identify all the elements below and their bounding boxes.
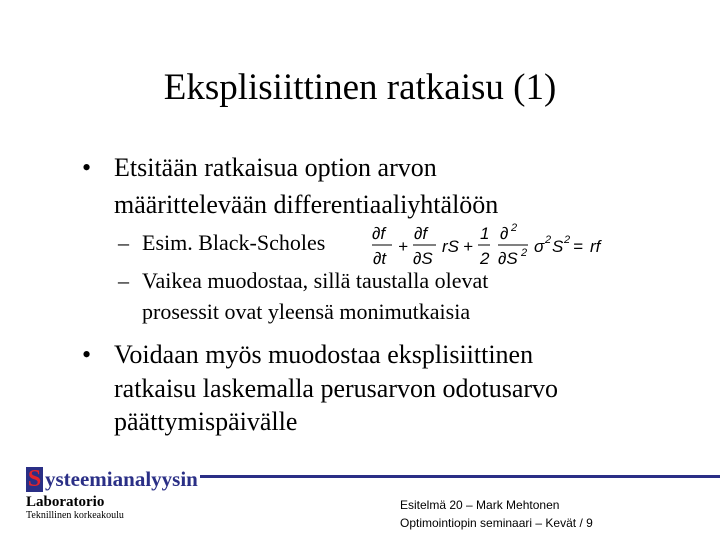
svg-text:2: 2: [564, 234, 571, 246]
svg-text:2: 2: [521, 247, 528, 259]
logo-main-text: ysteemianalyysin: [45, 467, 198, 491]
svg-text:rS: rS: [442, 237, 459, 256]
footer-rule: [200, 475, 720, 478]
svg-text:∂S: ∂S: [498, 249, 518, 268]
svg-text:S: S: [552, 237, 564, 256]
formula-term: ∂f: [372, 224, 386, 243]
footer-line-2: [400, 514, 593, 532]
svg-text:+: +: [463, 237, 473, 256]
subbullet-symbol: –: [118, 230, 129, 255]
bullet-2-line-1: Voidaan myös muodostaa eksplisiittinen: [114, 340, 534, 369]
bullet-1-line-2: määrittelevään differentiaaliyhtälöön: [114, 190, 499, 219]
bullet-2-line-2: ratkaisu laskemalla perusarvon odotusarvo: [114, 374, 559, 403]
black-scholes-formula: [368, 218, 618, 274]
svg-text:σ: σ: [534, 237, 545, 256]
svg-text:∂: ∂: [500, 224, 509, 243]
footer-seminar: Optimointiopin seminaari – Kevät: [400, 516, 577, 530]
svg-text:∂S: ∂S: [413, 249, 433, 268]
subbullet-1-line-1: Esim. Black-Scholes: [142, 230, 326, 255]
svg-text:∂f: ∂f: [414, 224, 428, 243]
page-number: / 9: [579, 516, 593, 530]
svg-text:2: 2: [511, 222, 518, 234]
bullet-symbol: •: [82, 340, 92, 369]
footer-info: [400, 496, 593, 532]
footer-line-1: Esitelmä 20 – Mark Mehtonen: [400, 498, 560, 512]
svg-text:rf: rf: [590, 237, 601, 256]
logo-initial: S: [27, 466, 42, 492]
svg-text:1: 1: [480, 224, 490, 243]
bullet-symbol: •: [82, 153, 92, 182]
bullet-1-line-1: Etsitään ratkaisua option arvon: [114, 153, 437, 182]
svg-text:=: =: [573, 237, 583, 256]
subbullet-2-line-1: Vaikea muodostaa, sillä taustalla olevat: [142, 268, 489, 293]
bullet-2-line-3: päättymispäivälle: [114, 407, 298, 436]
svg-text:2: 2: [480, 249, 490, 268]
logo-lab-text: Laboratorio: [26, 494, 105, 510]
subbullet-symbol: –: [118, 268, 129, 293]
subbullet-2-line-2: prosessit ovat yleensä monimutkaisia: [142, 299, 471, 324]
svg-text:+: +: [398, 237, 408, 256]
logo-university-text: Teknillinen korkeakoulu: [26, 510, 124, 521]
formula-term: ∂t: [373, 249, 387, 268]
slide-title: Eksplisiittinen ratkaisu (1): [163, 67, 557, 108]
svg-text:2: 2: [545, 234, 552, 246]
